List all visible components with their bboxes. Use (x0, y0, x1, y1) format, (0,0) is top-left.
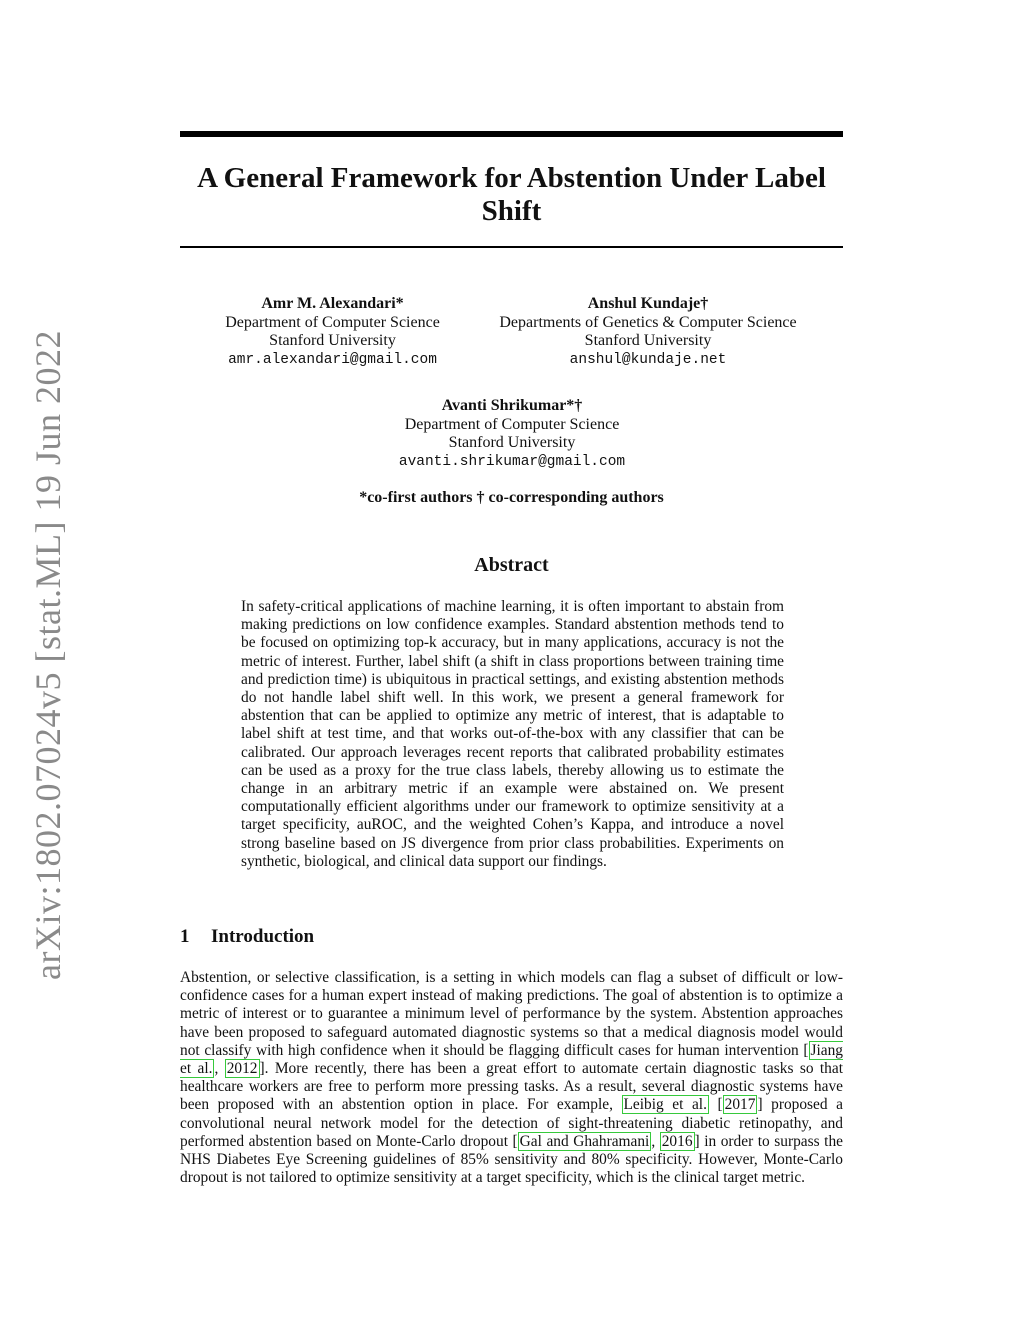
intro-text: ] proposed a convolutional neural network model for the detection of sight-threatening diabetic retinopathy, and performed abstention based on Monte-Carlo dropout [ (180, 1096, 843, 1150)
abstract-text: In safety-critical applications of machine learning, it is often important to abstain from making predictions on low confidence examples. Standard abstention methods tend to be focused on optimizing top-k accuracy, but in many applications, accuracy is not the metric of interest. Further, label shift (a shift in class proportions between training time and prediction time) is ubiquitous in practical settings, and existing abstention methods do not handle label shift well. In this work, we present a general framework for abstention that can be applied to optimize any metric of interest, that is adaptable to label shift at test time, and that works out-of-the-box with any classifier that can be calibrated. Our approach leverages recent reports that calibrated probability estimates can be used as a proxy for the true class labels, thereby allowing us to estimate the change in an arbitrary metric if an example were abstained on. We present computationally efficient algorithms under our framework to optimize sensitivity at a target specificity, auROC, and the weighted Cohen’s Kappa, and introduce a novel strong baseline based on JS divergence from prior class probabilities. Experiments on synthetic, biological, and clinical data support our findings. (241, 598, 784, 870)
author-email: anshul@kundaje.net (569, 351, 727, 368)
author-department: Department of Computer Science (225, 313, 440, 331)
paper-title: A General Framework for Abstention Under Label Shift (197, 162, 826, 227)
citation-separator: [ (708, 1096, 723, 1114)
section-number: 1 (180, 926, 190, 947)
author-block-1 (180, 295, 485, 369)
author-name: Avanti Shrikumar*† (441, 397, 583, 414)
author-email: amr.alexandari@gmail.com (228, 351, 437, 368)
author-university: Stanford University (448, 434, 576, 451)
citation-separator: , (214, 1060, 225, 1078)
title-bottom-rule (180, 246, 843, 248)
citation-link[interactable]: 2012 (226, 1060, 258, 1078)
citation-link[interactable]: 2016 (661, 1132, 693, 1150)
title-top-rule (180, 131, 843, 137)
abstract-heading: Abstract (474, 554, 549, 576)
intro-text: ]. More recently, there has been a great effort to automate certain diagnostic tasks so that healthcare workers are free to perform more pressing tasks. As a result, several diagnostic systems have been proposed with an abstention option in place. For example, (180, 1060, 843, 1114)
author-block-3 (330, 397, 694, 471)
author-name: Anshul Kundaje† (587, 295, 709, 312)
author-university: Stanford University (584, 332, 712, 349)
citation-link[interactable]: Jiang et al. (180, 1041, 843, 1078)
author-contribution-note: *co-first authors † co-corresponding authors (359, 489, 664, 506)
author-block-2 (470, 295, 826, 369)
intro-text: ] in order to surpass the NHS Diabetes Eye Screening guidelines of 85% sensitivity and 80% specificity. However, Monte-Carlo dropout is not tailored to optimize sensitivity at a target specificity, which is the clinical target metric. (180, 1132, 843, 1187)
author-department: Departments of Genetics & Computer Science (499, 313, 797, 331)
arxiv-identifier: arXiv:1802.07024v5 [stat.ML] 19 Jun 2022 (28, 330, 68, 980)
author-name: Amr M. Alexandari* (261, 295, 404, 312)
author-department: Department of Computer Science (404, 415, 620, 433)
section-heading (180, 926, 314, 948)
citation-link[interactable]: Leibig et al. (623, 1096, 707, 1114)
author-university: Stanford University (269, 332, 396, 349)
citation-link[interactable]: Gal and Ghahramani (519, 1132, 650, 1150)
citation-link[interactable]: 2017 (724, 1096, 756, 1114)
citation-separator: , (651, 1132, 660, 1150)
section-title: Introduction (211, 926, 315, 947)
author-email: avanti.shrikumar@gmail.com (398, 453, 626, 470)
intro-text: Abstention, or selective classification, is a setting in which models can flag a subset of difficult or low-confidence cases for a human expert instead of making predictions. The goal of abstention is to optimize a metric of interest or to guarantee a minimum level of performance by the system. Abstention approaches have been proposed to safeguard automated diagnostic systems so that a medical diagnosis model would not classify with high confidence when it should be flagging difficult cases for human intervention [ (180, 969, 843, 1059)
introduction-paragraph (180, 969, 843, 1187)
